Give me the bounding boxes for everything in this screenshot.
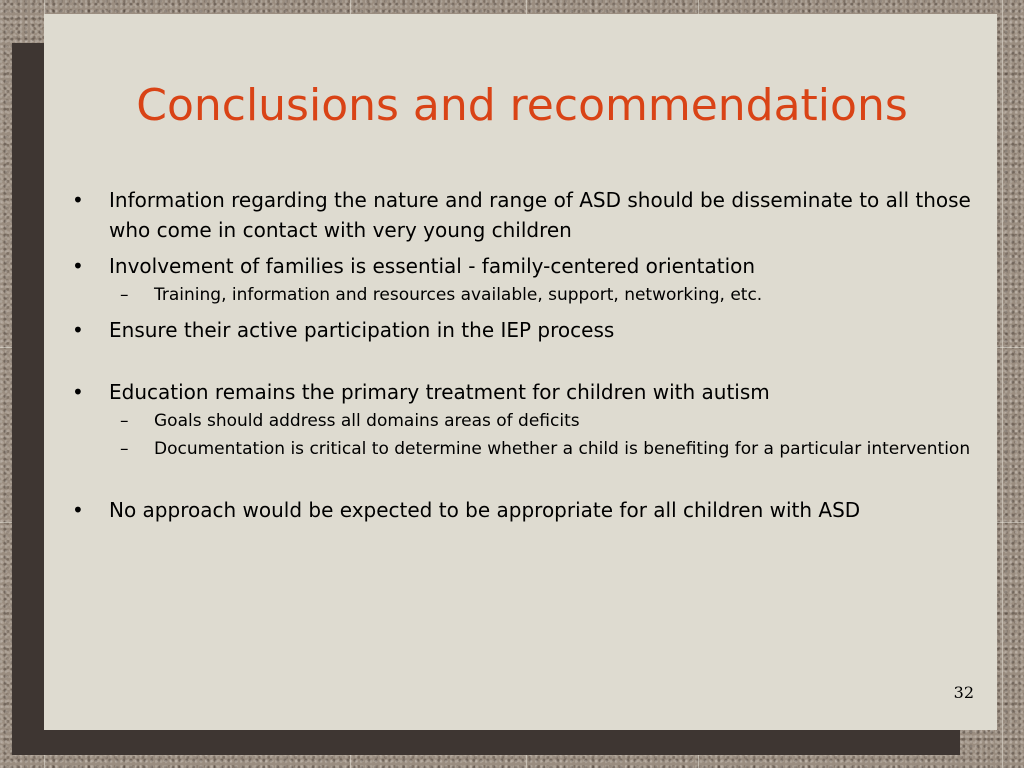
sub-bullet-text: Goals should address all domains areas of deficits <box>154 411 580 431</box>
page-number: 32 <box>953 683 974 702</box>
bullet-marker: • <box>72 254 84 278</box>
sub-bullet-item <box>72 407 972 435</box>
bullet-item <box>72 251 972 281</box>
bullet-item <box>72 495 972 525</box>
sub-bullet-marker: – <box>120 411 129 431</box>
bullet-marker: • <box>72 498 84 522</box>
sub-bullet-text: Documentation is critical to determine whether a child is benefiting for a particular intervention <box>154 439 971 459</box>
slide-title: Conclusions and recommendations <box>136 80 908 131</box>
sub-bullet-item <box>72 435 972 463</box>
bullet-list <box>72 185 972 525</box>
sub-bullet-marker: – <box>120 285 129 305</box>
bullet-marker: • <box>72 318 84 342</box>
sub-bullet-marker: – <box>120 439 129 459</box>
bullet-marker: • <box>72 188 84 212</box>
bullet-item <box>72 377 972 407</box>
bullet-item <box>72 185 972 245</box>
sub-bullet-text: Training, information and resources available, support, networking, etc. <box>154 285 763 305</box>
bullet-text: Involvement of families is essential - family-centered orientation <box>109 254 756 278</box>
bullet-text: Education remains the primary treatment for children with autism <box>109 380 770 404</box>
bullet-marker: • <box>72 380 84 404</box>
bullet-text: Ensure their active participation in the IEP process <box>109 318 615 342</box>
sub-bullet-item <box>72 281 972 309</box>
bullet-item <box>72 315 972 345</box>
bullet-text: No approach would be expected to be appropriate for all children with ASD <box>109 498 861 522</box>
bullet-text: Information regarding the nature and range of ASD should be disseminate to all those who come in contact with very young children <box>109 188 971 242</box>
